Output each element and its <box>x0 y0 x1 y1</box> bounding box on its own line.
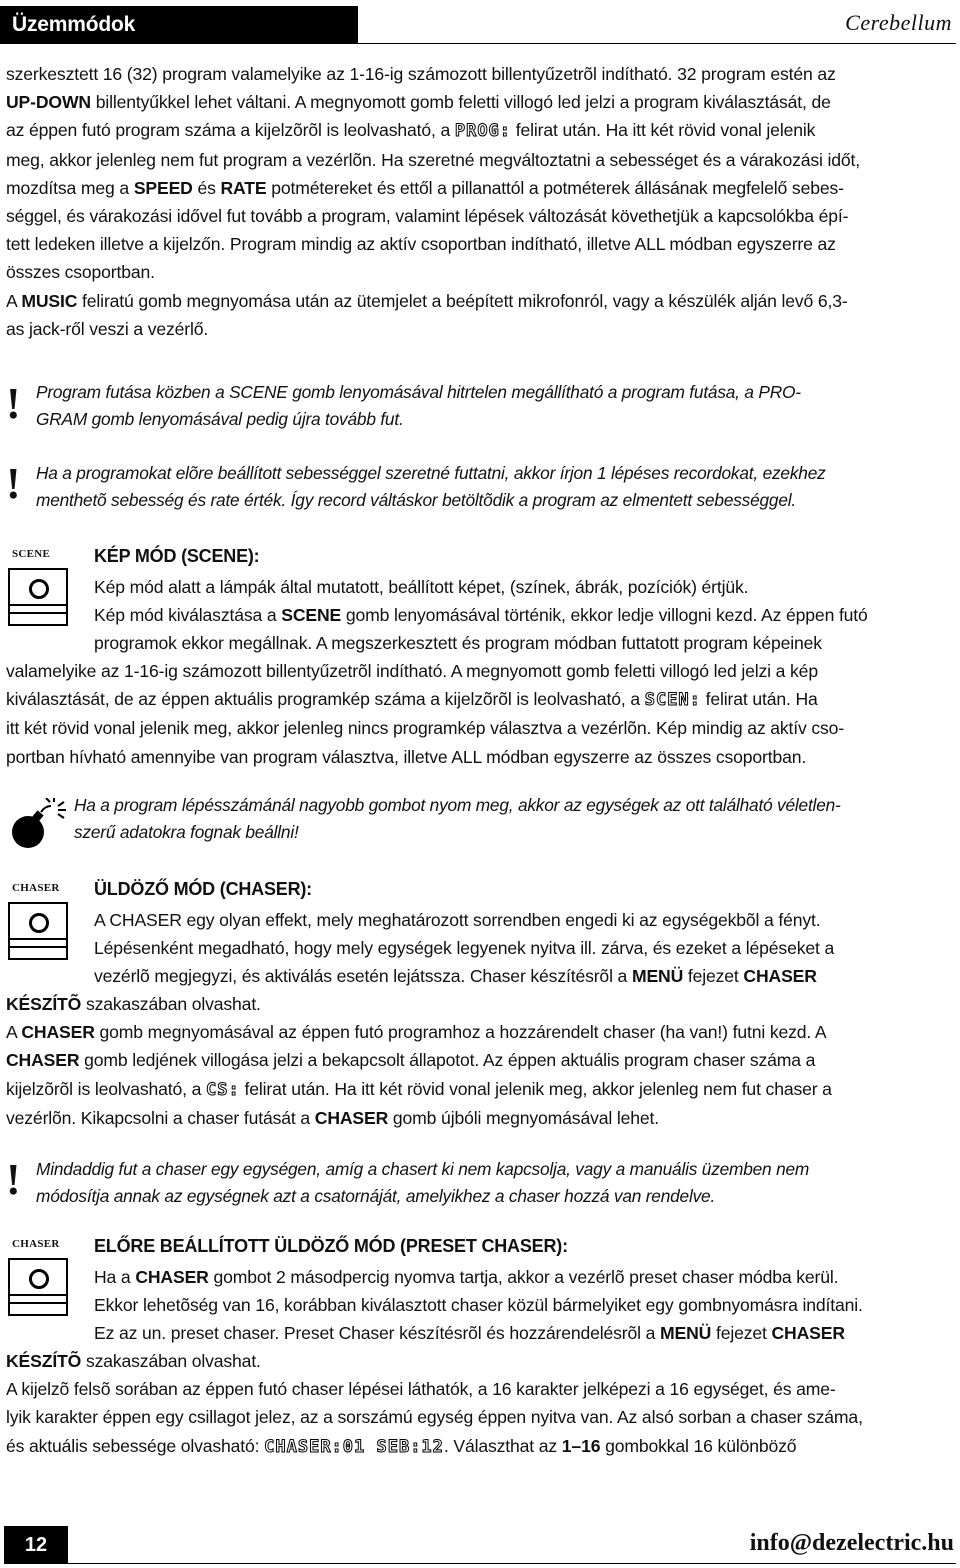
text-line: összes csoportban. <box>6 262 155 283</box>
text-span: vezérlõ megjegyzi, és aktiválás esetén lejátssza. Chaser készítésrõl a <box>94 966 632 987</box>
exclamation-icon: ! <box>6 1155 21 1204</box>
bold-term: MENÜ <box>631 966 684 987</box>
text-line <box>6 685 954 714</box>
text-line: meg, akkor jelenleg nem fut program a vezérlõn. Ha szeretné megváltoztatni a sebességet és a várakozási időt, <box>6 149 861 170</box>
bold-term: SPEED <box>133 177 193 198</box>
text-line <box>6 116 954 145</box>
text-span: kijelzõrõl is leolvasható, a <box>6 1078 207 1099</box>
bold-term: CHASER <box>21 1022 95 1043</box>
text-line <box>6 1046 954 1074</box>
text-span: A <box>6 1022 22 1043</box>
text-line: A CHASER egy olyan effekt, mely meghatározott sorrendben engedi ki az egységekbõl a fényt. <box>94 910 821 930</box>
text-span: Ez az un. preset chaser. Preset Chaser készítésrõl és hozzárendelésrõl a <box>94 1323 661 1344</box>
bold-term: SCENE <box>281 605 342 626</box>
text-span: gomb megnyomásával az éppen futó programhoz a hozzárendelt chaser (ha van!) futni kezd. A <box>94 1022 827 1043</box>
text-span: és aktuális sebessége olvasható: <box>6 1435 265 1456</box>
bold-term: MUSIC <box>21 290 78 311</box>
section-heading: Üzemmódok <box>12 13 136 36</box>
page-number: 12 <box>4 1526 68 1564</box>
text-line: portban hívható amennyibe van program választva, illetve ALL módban egyszerre az összes csoportban. <box>6 746 807 767</box>
text-span: billentyűkkel lehet váltani. A megnyomott gomb feletti villogó led jelzi a program kiválasztását, de <box>90 92 831 113</box>
display-prog: PROG: <box>454 121 512 142</box>
bold-term: 1–16 <box>561 1435 601 1456</box>
text-line <box>6 1432 954 1461</box>
display-chaser-seb: CHASER:01 SEB:12 <box>264 1436 444 1457</box>
text-span: és <box>192 177 221 198</box>
text-line <box>94 962 954 990</box>
text-line <box>6 287 954 315</box>
text-line: Ha a programokat elõre beállított sebességgel szeretné futtatni, akkor írjon 1 lépéses recordokat, ezekhez <box>36 463 826 483</box>
scene-paragraph-top <box>94 573 954 658</box>
text-span: Kép mód kiválasztása a <box>94 605 282 626</box>
text-line: lyik karakter éppen egy csillagot jelez, az a sorszámú egység éppen nyitva van. Az alsó sorban a chaser száma, <box>6 1407 863 1428</box>
display-cs: CS: <box>206 1079 240 1100</box>
display-scen: SCEN: <box>644 690 701 711</box>
header-bar <box>0 6 358 44</box>
header-rule <box>358 43 956 44</box>
scene-button-icon <box>8 568 68 626</box>
text-line: Lépésenként megadható, hogy mely egységek legyenek nyitva ill. zárva, és ezeket a lépéseket a <box>94 938 835 959</box>
text-line: itt két rövid vonal jelenik meg, akkor jelenleg nincs programkép választva a vezérlõn. Kép mindig az aktív cso- <box>6 718 845 739</box>
text-line: valamelyike az 1-16-ig számozott billentyűzetrõl indítható. A megnyomott gomb feletti villogó led jelzi a kép <box>6 661 818 681</box>
text-line: GRAM gomb lenyomásával pedig újra tovább fut. <box>36 409 404 429</box>
preset-chaser-button-label: CHASER <box>12 1238 60 1250</box>
text-line <box>94 601 954 629</box>
text-span: kiválasztását, de az éppen aktuális programkép száma a kijelzõrõl is leolvasható, a <box>6 689 645 710</box>
bomb-icon <box>8 798 68 850</box>
chaser-button-label: CHASER <box>12 882 60 894</box>
bold-term: KÉSZÍTÕ <box>6 1351 82 1371</box>
text-line: Kép mód alatt a lámpák által mutatott, beállított képet, (színek, ábrák, pozíciók) értjük. <box>94 577 749 597</box>
text-span: A <box>6 290 22 311</box>
text-line: Ekkor lehetõség van 16, korábban kiválasztott chaser közül bármelyiket egy gombnyomásra indítani. <box>94 1295 863 1316</box>
text-line: módosítja annak az egységnek azt a csatornáját, amelyikhez a chaser hozzá van rendelve. <box>36 1186 716 1206</box>
bold-term: CHASER <box>771 1323 845 1344</box>
text-line: tett ledeken illetve a kijelzőn. Program mindig az aktív csoportban indítható, illetve ALL módban egyszerre az <box>6 234 836 255</box>
text-line <box>6 1347 954 1375</box>
text-line: szerű adatokra fognak beállni! <box>74 822 299 842</box>
bold-term: MENÜ <box>660 1323 712 1344</box>
text-line: programok ekkor megállnak. A megszerkesztett és program módban futtatott program képeinek <box>94 633 822 654</box>
text-span: gomb ledjének villogása jelzi a bekapcsolt állapotot. Az éppen aktuális program chaser száma a <box>79 1050 816 1071</box>
text-span: fejezet <box>711 1323 772 1344</box>
exclamation-icon: ! <box>6 379 21 428</box>
text-span: feliratú gomb megnyomása után az ütemjelet a beépített mikrofonról, vagy a készülék alján levő 6,3- <box>77 290 848 311</box>
bold-term: CHASER <box>743 966 817 987</box>
text-span: gomb újbóli megnyomásával lehet. <box>388 1107 660 1128</box>
bold-term: UP-DOWN <box>6 92 91 113</box>
text-span: felirat után. Ha itt két rövid vonal jelenik meg, akkor jelenleg nem fut chaser a <box>239 1078 832 1099</box>
text-span: gomb lenyomásával történik, ekkor ledje villogni kezd. Az éppen futó <box>341 605 868 626</box>
bold-term: CHASER <box>6 1050 80 1071</box>
text-line: Program futása közben a SCENE gomb lenyomásával hitrtelen megállítható a program futása, a PRO- <box>36 382 801 402</box>
scene-section-title: KÉP MÓD (SCENE): <box>94 546 260 566</box>
text-line: szerkesztett 16 (32) program valamelyike az 1-16-ig számozott billentyűzetrõl indítható. 32 program estén az <box>6 64 836 84</box>
chaser-note <box>36 1156 956 1210</box>
bold-term: CHASER <box>135 1267 209 1287</box>
text-span: felirat után. Ha itt két rövid vonal jelenik <box>511 120 816 141</box>
text-line <box>6 1104 954 1132</box>
preset-section-title: ELŐRE BEÁLLÍTOTT ÜLDÖZŐ MÓD (PRESET CHASER): <box>94 1236 568 1256</box>
bold-term: KÉSZÍTÕ <box>6 994 82 1014</box>
text-span: az éppen futó program száma a kijelzõrõl is leolvasható, a <box>6 120 455 141</box>
chaser-section-title: ÜLDÖZŐ MÓD (CHASER): <box>94 879 312 899</box>
text-line: séggel, és várakozási idővel fut tovább a program, valamint lépések változását követhetjük a kapcsolókba épí- <box>6 206 849 227</box>
footer-email: info@dezelectric.hu <box>749 1530 954 1556</box>
text-line <box>94 1319 954 1347</box>
preset-paragraph-top <box>94 1263 954 1348</box>
text-span: Ha a <box>94 1267 136 1287</box>
text-line <box>94 1263 954 1291</box>
bold-term: CHASER <box>314 1107 389 1128</box>
exclamation-icon: ! <box>6 459 21 508</box>
note-2 <box>36 460 956 514</box>
text-span: gombot 2 másodpercig nyomva tartja, akkor a vezérlõ preset chaser módba kerül. <box>208 1267 839 1287</box>
chaser-button-icon <box>8 902 68 960</box>
text-span: potmétereket és ettől a pillanattól a potméterek állásának megfelelő sebes- <box>266 177 844 198</box>
text-line: A kijelzõ felsõ sorában az éppen futó chaser lépései láthatók, a 16 karakter jelképezi a 16 egységet, és ame- <box>6 1379 836 1400</box>
text-span: gombokkal 16 különböző <box>600 1435 797 1456</box>
chaser-paragraph-bottom <box>6 990 954 1132</box>
text-line: menthetõ sebesség és rate érték. Így record váltáskor betöltõdik a program az elmentett sebességgel. <box>36 490 796 510</box>
text-span: fejezet <box>683 966 744 987</box>
bold-term: RATE <box>220 177 267 198</box>
text-line <box>6 1018 954 1046</box>
text-span: vezérlõn. Kikapcsolni a chaser futását a <box>6 1107 315 1128</box>
text-span: . Választhat az <box>443 1435 562 1456</box>
preset-paragraph-bottom <box>6 1347 954 1461</box>
note-1 <box>36 379 956 433</box>
footer-rule <box>68 1563 956 1564</box>
text-span: szakaszában olvashat. <box>81 994 261 1014</box>
text-span: mozdítsa meg a <box>6 177 134 198</box>
scene-button-label: SCENE <box>12 548 51 560</box>
text-span: szakaszában olvashat. <box>81 1351 261 1371</box>
text-line <box>6 88 954 116</box>
text-line: Ha a program lépésszámánál nagyobb gombot nyom meg, akkor az egységek az ott található véletlen- <box>74 795 841 815</box>
warning-note <box>74 792 954 846</box>
text-span: felirat után. Ha <box>700 689 818 710</box>
intro-paragraph <box>6 60 954 343</box>
text-line <box>6 1075 954 1104</box>
chaser-paragraph-top <box>94 906 954 991</box>
text-line: as jack-ről veszi a vezérlő. <box>6 318 209 339</box>
text-line <box>6 174 954 202</box>
text-line: Mindaddig fut a chaser egy egységen, amíg a chasert ki nem kapcsolja, vagy a manuális üzemben nem <box>36 1159 810 1179</box>
text-line <box>6 990 954 1018</box>
scene-paragraph-bottom <box>6 657 954 771</box>
brand-logo: Cerebellum <box>845 10 952 35</box>
preset-chaser-button-icon <box>8 1258 68 1316</box>
